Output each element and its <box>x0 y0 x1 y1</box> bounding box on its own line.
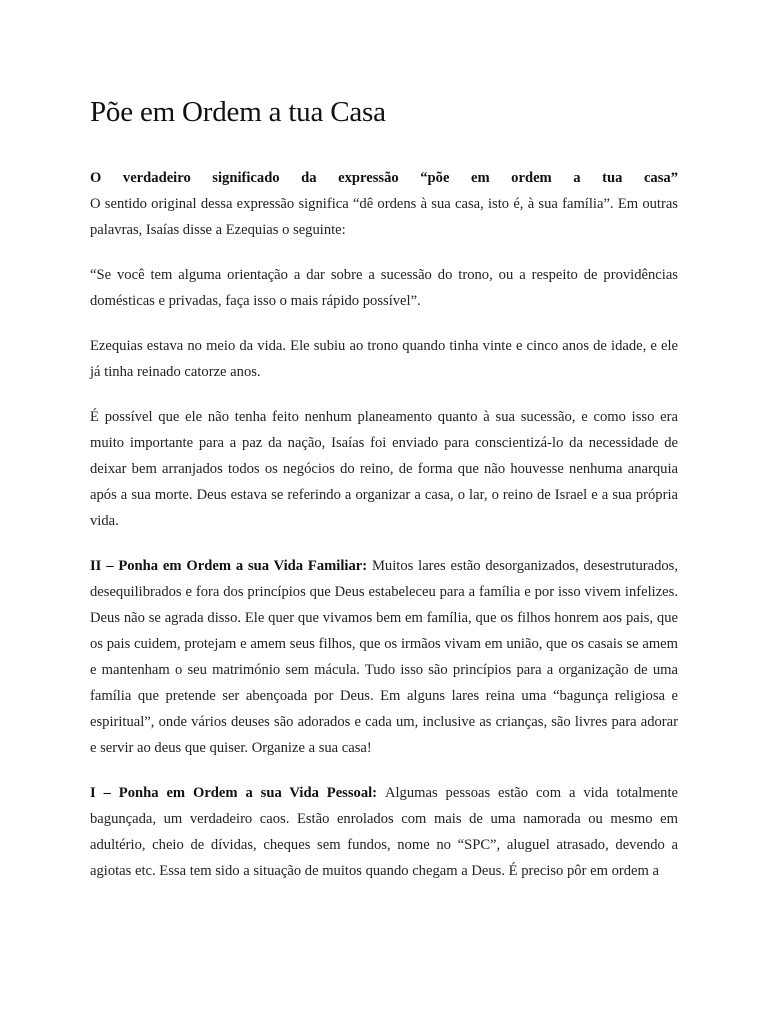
personal-life-paragraph <box>90 780 678 884</box>
intro-text: O sentido original dessa expressão significa “dê ordens à sua casa, isto é, à sua família”. Em outras palavras, Isaías disse a Ezequias o seguinte: <box>90 196 678 238</box>
personal-life-heading: I – Ponha em Ordem a sua Vida Pessoal: <box>90 785 385 801</box>
document-title: Põe em Ordem a tua Casa <box>90 96 386 128</box>
succession-paragraph: É possível que ele não tenha feito nenhum planeamento quanto à sua sucessão, e como isso era muito importante para a paz da nação, Isaías foi enviado para conscientizá-lo da necessidade de deixar bem arranjados todos os negócios do reino, de forma que não houvesse nenhuma anarquia após a sua morte. Deus estava se referindo a organizar a casa, o lar, o reino de Israel e a sua própria vida. <box>90 409 678 529</box>
quote-paragraph: “Se você tem alguma orientação a dar sobre a sucessão do trono, ou a respeito de providências domésticas e privadas, faça isso o mais rápido possível”. <box>90 267 678 309</box>
personal-life-text: Algumas pessoas estão com a vida totalmente bagunçada, um verdadeiro caos. Estão enrolados com mais de uma namorada ou mesmo em adultério, cheio de dívidas, cheques sem fundos, nome no “SPC”, aluguel atrasado, devendo a agiotas etc. Essa tem sido a situação de muitos quando chegam a Deus. É preciso pôr em ordem a <box>90 785 678 879</box>
intro-heading: O verdadeiro significado da expressão “põe em ordem a tua casa” <box>90 170 678 186</box>
intro-paragraph <box>90 165 678 243</box>
ezequias-paragraph: Ezequias estava no meio da vida. Ele subiu ao trono quando tinha vinte e cinco anos de idade, e ele já tinha reinado catorze anos. <box>90 338 678 380</box>
family-life-paragraph <box>90 553 678 761</box>
family-life-text: Muitos lares estão desorganizados, desestruturados, desequilibrados e fora dos princípios que Deus estabeleceu para a família e por isso vivem infelizes. Deus não se agrada disso. Ele quer que vivamos bem em família, que os filhos honrem aos pais, que os pais cuidem, protejam e amem seus filhos, que os irmãos vivam em união, que os casais se amem e mantenham o seu matrimónio sem mácula. Tudo isso são princípios para a organização de uma família que pretende ser abençoada por Deus. Em alguns lares reina uma “bagunça religiosa e espiritual”, onde vários deuses são adorados e cada um, inclusive as crianças, são livres para adorar e servir ao deus que quiser. Organize a sua casa! <box>90 558 678 756</box>
family-life-heading: II – Ponha em Ordem a sua Vida Familiar: <box>90 558 372 574</box>
